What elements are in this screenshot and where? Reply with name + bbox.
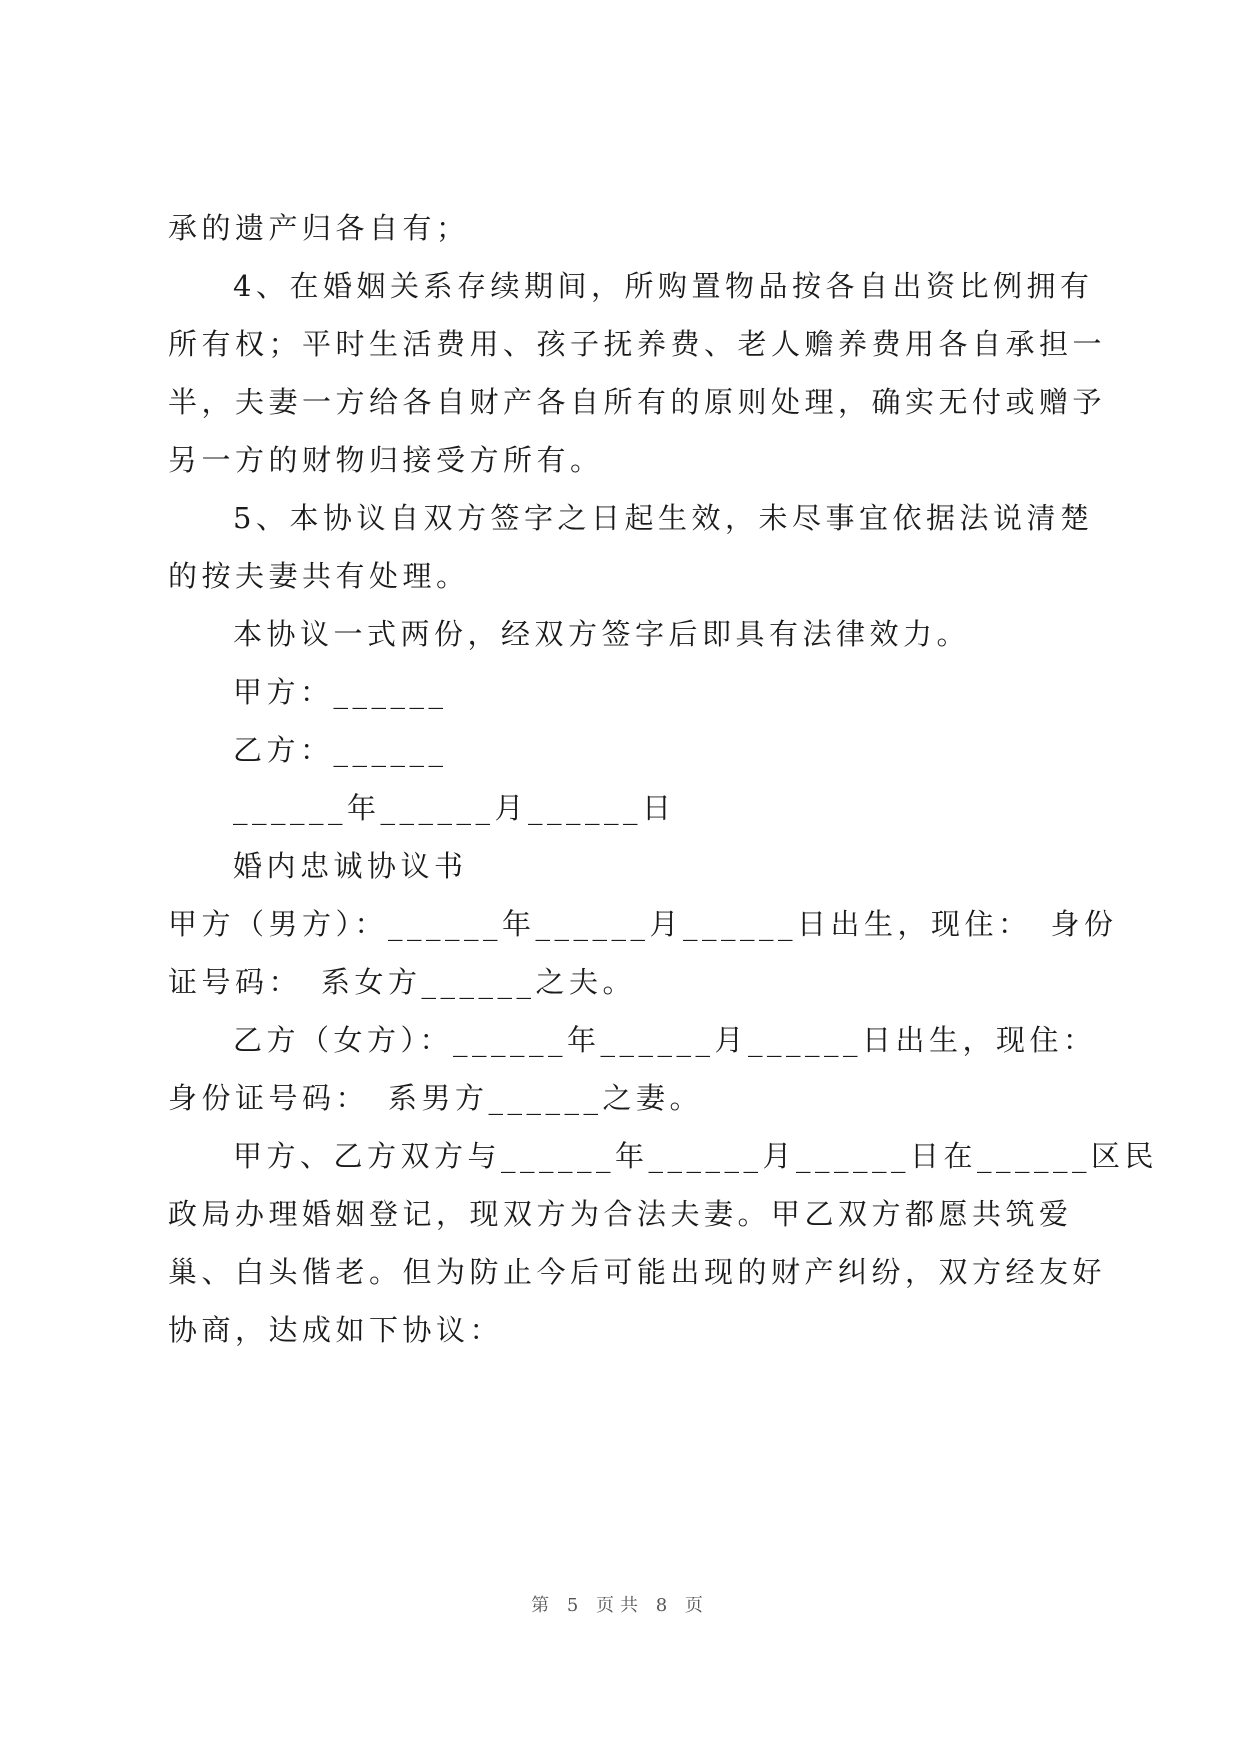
paragraph-line: 甲方（男方）：______年______月______日出生，现住： 身份 [168, 907, 1118, 941]
paragraph-line: 4、在婚姻关系存续期间，所购置物品按各自出资比例拥有 [233, 269, 1094, 303]
paragraph-line: 5、本协议自双方签字之日起生效，未尽事宜依据法说清楚 [233, 501, 1094, 535]
party-a-signature-line: 甲方：______ [233, 675, 448, 709]
paragraph-line: 另一方的财物归接受方所有。 [168, 443, 604, 477]
paragraph-line: 甲方、乙方双方与______年______月______日在______区民 [233, 1139, 1159, 1173]
party-b-signature-line: 乙方：______ [233, 733, 448, 767]
paragraph-line: 证号码： 系女方______之夫。 [168, 965, 637, 999]
section-title: 婚内忠诚协议书 [233, 849, 468, 883]
paragraph-line: 政局办理婚姻登记，现双方为合法夫妻。甲乙双方都愿共筑爱 [168, 1197, 1073, 1231]
paragraph-line: 巢、白头偕老。但为防止今后可能出现的财产纠纷，双方经友好 [168, 1255, 1107, 1289]
page-number: 第 5 页共 8 页 [531, 1595, 709, 1616]
paragraph-line: 所有权；平时生活费用、孩子抚养费、老人赡养费用各自承担一 [168, 327, 1107, 361]
paragraph-line: 的按夫妻共有处理。 [168, 559, 470, 593]
paragraph-line: 乙方（女方）：______年______月______日出生，现住： [233, 1023, 1097, 1057]
paragraph-line: 本协议一式两份，经双方签字后即具有法律效力。 [233, 617, 971, 651]
paragraph-line: 承的遗产归各自有； [168, 211, 470, 245]
paragraph-line: 协商，达成如下协议： [168, 1313, 504, 1347]
paragraph-line: 身份证号码： 系男方______之妻。 [168, 1081, 704, 1115]
paragraph-line: 半，夫妻一方给各自财产各自所有的原则处理，确实无付或赠予 [168, 385, 1107, 419]
date-line: ______年______月______日 [233, 791, 676, 825]
